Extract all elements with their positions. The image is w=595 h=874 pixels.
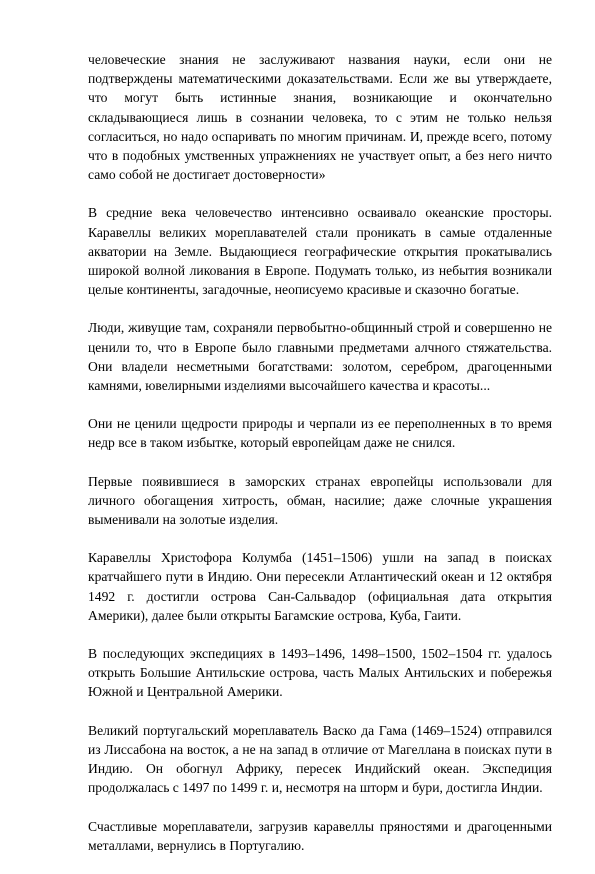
- paragraph-1: человеческие знания не заслуживают названия науки, если они не подтверждены математическими доказательствами. Если же вы утверждаете, что могут быть истинные знания, возникающие и окончательно складывающиеся лишь в сознании человека, то с этим не только нельзя согласиться, но надо оспаривать по многим причинам. И, прежде всего, потому что в подобных умственных упражнениях не участвует опыт, а без него ничто само собой не достигает достоверности»: [88, 52, 552, 183]
- paragraph-4: Они не ценили щедрости природы и черпали из ее переполненных в то время недр все в таком избытке, который европейцам даже не снился.: [88, 416, 552, 451]
- paragraph-6: Каравеллы Христофора Колумба (1451–1506) ушли на запад в поисках кратчайшего пути в Индию. Они пересекли Атлантический океан и 12 октября 1492 г. достигли острова Сан-Сальвадор (официальная дата открытия Америки), далее были открыты Багамские острова, Куба, Гаити.: [88, 550, 552, 623]
- paragraph-8: Великий португальский мореплаватель Васко да Гама (1469–1524) отправился из Лиссабона на восток, а не на запад в отличие от Магеллана в поисках пути в Индию. Он обогнул Африку, пересек Индийский океан. Экспедиция продолжалась с 1497 по 1499 г. и, несмотря на шторм и бури, достигла Индии.: [88, 722, 552, 796]
- document-body: [88, 50, 552, 874]
- paragraph-5: Первые появившиеся в заморских странах европейцы использовали для личного обогащения хитрость, обман, насилие; даже слочные украшения выменивали на золотые изделия.: [88, 473, 552, 528]
- paragraph-9: Счастливые мореплаватели, загрузив каравеллы пряностями и драгоценными металлами, вернулись в Португалию.: [88, 818, 552, 853]
- paragraph-3: Люди, живущие там, сохраняли первобытно-общинный строй и совершенно не ценили то, что в Европе было главными предметами алчного стяжательства. Они владели несметными богатствами: золотом, серебром, драгоценными камнями, ювелирными изделиями высочайшего качества и красоты...: [88, 320, 552, 394]
- paragraph-2: В средние века человечество интенсивно осваивало океанские просторы. Каравеллы великих мореплавателей стали проникать в самые отдаленные акватории на Земле. Выдающиеся географические открытия прокатывались широкой волной ликования в Европе. Подумать только, из небытия возникали целые континенты, загадочные, неописуемо красивые и сказочно богатые.: [88, 205, 552, 298]
- paragraph-7: В последующих экспедициях в 1493–1496, 1498–1500, 1502–1504 гг. удалось открыть Большие Антильские острова, часть Малых Антильских и побережья Южной и Центральной Америки.: [88, 646, 552, 700]
